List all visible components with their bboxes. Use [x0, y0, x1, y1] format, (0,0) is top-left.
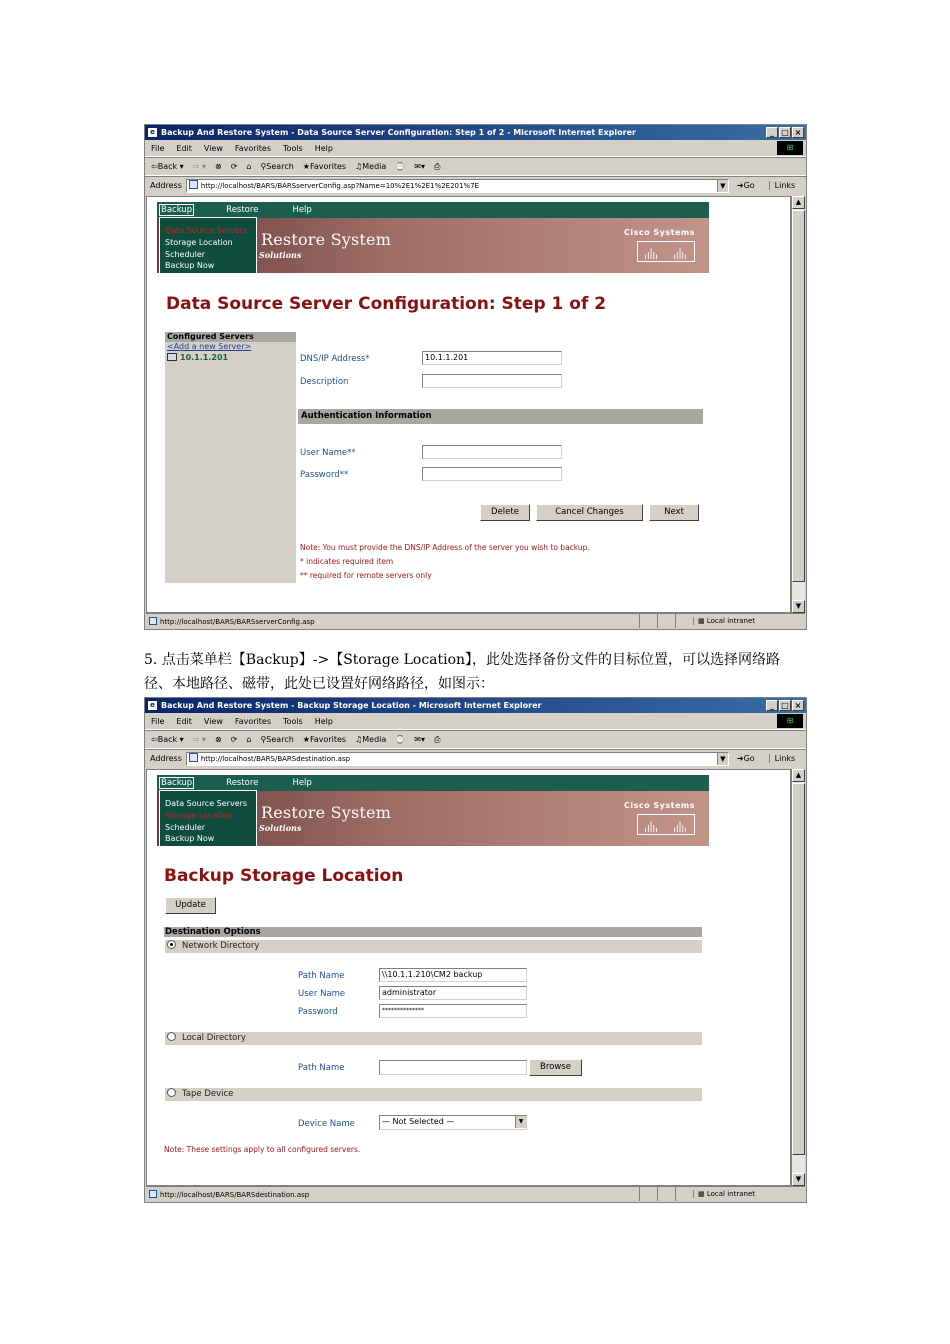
- status-cell: [675, 1187, 693, 1201]
- local-directory-option[interactable]: [165, 1032, 702, 1045]
- title-bar: [145, 698, 806, 713]
- address-url: http://localhost/BARS/BARSserverConfig.asp?Name=10%2E1%2E1%2E201%7E: [200, 181, 479, 190]
- menu-favorites[interactable]: Favorites: [234, 143, 272, 153]
- scroll-thumb[interactable]: [792, 783, 805, 1155]
- page-title: Backup Storage Location: [164, 866, 404, 886]
- security-zone: [693, 617, 805, 625]
- description-input[interactable]: [422, 374, 562, 388]
- minimize-button[interactable]: _: [766, 700, 778, 711]
- go-button[interactable]: [737, 181, 755, 190]
- cisco-logo: Cisco Systems: [624, 801, 695, 810]
- scroll-up-icon[interactable]: ▲: [792, 196, 805, 209]
- password-label: Password**: [300, 470, 349, 480]
- add-server-link-row: [165, 342, 296, 352]
- device-name-value: — Not Selected —: [382, 1117, 455, 1126]
- status-cell: [657, 1187, 675, 1201]
- menu-item-storage-location[interactable]: Storage Location: [165, 237, 233, 247]
- menu-help[interactable]: Help: [314, 716, 333, 726]
- forward-button[interactable]: ⇨ ▾: [192, 735, 206, 744]
- media-icon: ♫: [355, 735, 363, 744]
- site-banner: [157, 202, 709, 273]
- menu-item-data-source-servers[interactable]: Data Source Servers: [165, 799, 248, 808]
- browser-window-storage-location: [144, 697, 807, 1203]
- links-button[interactable]: Links: [769, 181, 796, 190]
- menu-file[interactable]: File: [151, 143, 165, 153]
- intranet-icon: ▦: [698, 617, 707, 625]
- status-cell: [675, 614, 693, 628]
- radio-unselected-icon[interactable]: [167, 1032, 176, 1041]
- media-button[interactable]: [355, 162, 386, 171]
- local-path-input[interactable]: [379, 1060, 527, 1075]
- backup-dropdown-menu: [159, 217, 257, 274]
- favorites-button[interactable]: [303, 162, 346, 171]
- dns-label: DNS/IP Address*: [300, 354, 370, 364]
- go-label: Go: [743, 181, 755, 190]
- configured-servers-header: Configured Servers: [165, 332, 296, 342]
- network-username-label: User Name: [298, 989, 346, 999]
- menu-view[interactable]: View: [203, 716, 223, 726]
- intranet-icon: ▦: [698, 1190, 707, 1198]
- status-url: http://localhost/BARS/BARSserverConfig.asp: [160, 617, 315, 626]
- browse-button[interactable]: Browse: [529, 1059, 582, 1076]
- username-label: User Name**: [300, 448, 356, 458]
- status-url: http://localhost/BARS/BARSdestination.asp: [160, 1190, 310, 1199]
- windows-logo-icon: ⊞: [777, 714, 803, 728]
- nav-help[interactable]: Help: [292, 205, 312, 215]
- status-text: [146, 617, 639, 626]
- chevron-down-icon[interactable]: ▼: [717, 753, 728, 765]
- links-button[interactable]: Links: [769, 754, 796, 763]
- scroll-thumb[interactable]: [792, 210, 805, 582]
- refresh-icon[interactable]: ⟳: [230, 735, 238, 744]
- status-cells: [639, 614, 693, 628]
- menu-edit[interactable]: Edit: [176, 143, 192, 153]
- close-button[interactable]: ×: [792, 127, 804, 138]
- window-controls: [766, 127, 804, 138]
- device-name-label: Device Name: [298, 1119, 355, 1129]
- menu-item-backup-now[interactable]: Backup Now: [165, 834, 215, 844]
- page-content: [146, 196, 791, 613]
- maximize-button[interactable]: □: [779, 127, 791, 138]
- search-label: Search: [266, 735, 294, 744]
- browser-window-server-config: [144, 124, 807, 630]
- menu-tools[interactable]: Tools: [283, 143, 303, 153]
- menu-tools[interactable]: Tools: [283, 716, 303, 726]
- address-input[interactable]: [186, 179, 729, 193]
- mail-icon[interactable]: ✉▾: [414, 162, 425, 171]
- auth-section-header: Authentication Information: [298, 409, 703, 424]
- site-nav: [157, 775, 709, 791]
- toolbar: [145, 157, 806, 176]
- search-label: Search: [266, 162, 294, 171]
- search-icon: ⚲: [260, 162, 267, 171]
- favorites-label: Favorites: [309, 735, 347, 744]
- instruction-paragraph: 5. 点击菜单栏【Backup】->【Storage Location】，此处选择备份文件的目标位置，可以选择网络路径、本地路径、磁带，此处已设置好网络路径，如图示：: [144, 652, 781, 692]
- server-icon: [167, 353, 177, 361]
- favorites-label: Favorites: [309, 162, 347, 171]
- go-label: Go: [743, 754, 755, 763]
- status-bar: [146, 1186, 805, 1201]
- status-bar: [146, 613, 805, 628]
- network-directory-label: Network Directory: [182, 941, 260, 951]
- local-directory-label: Local Directory: [182, 1033, 246, 1043]
- cisco-bars-icon: [637, 814, 695, 835]
- scroll-up-icon[interactable]: ▲: [792, 769, 805, 782]
- site-banner: [157, 775, 709, 846]
- add-server-link[interactable]: <Add a new Server>: [167, 342, 252, 351]
- settings-note: Note: These settings apply to all configured servers.: [164, 1145, 361, 1154]
- search-button[interactable]: [260, 735, 293, 744]
- history-icon[interactable]: ⌚: [395, 162, 406, 171]
- page-title: Data Source Server Configuration: Step 1 of 2: [166, 294, 607, 314]
- print-icon[interactable]: ⎙: [433, 734, 441, 744]
- nav-restore[interactable]: Restore: [226, 778, 259, 788]
- go-arrow-icon: ➜: [736, 754, 744, 763]
- ie-icon: e: [148, 128, 157, 137]
- back-button[interactable]: ⇦Back ▾: [151, 735, 184, 744]
- menu-item-storage-location[interactable]: Storage Location: [165, 810, 233, 820]
- status-cell: [657, 614, 675, 628]
- scroll-down-icon[interactable]: ▼: [792, 600, 805, 613]
- address-input[interactable]: [186, 752, 729, 766]
- dns-input[interactable]: 10.1.1.201: [422, 351, 562, 365]
- note-required-item: * indicates required item: [300, 557, 394, 566]
- media-icon: ♫: [355, 162, 363, 171]
- network-directory-option[interactable]: [165, 940, 702, 953]
- tape-device-option[interactable]: [165, 1088, 702, 1101]
- menu-view[interactable]: View: [203, 143, 223, 153]
- nav-help[interactable]: Help: [292, 778, 312, 788]
- chevron-down-icon[interactable]: ▼: [717, 180, 728, 192]
- windows-logo-icon: ⊞: [777, 141, 803, 155]
- nav-backup[interactable]: Backup: [161, 205, 193, 215]
- window-title: Backup And Restore System - Backup Storage Location - Microsoft Internet Explorer: [161, 701, 542, 710]
- menu-bar: [145, 713, 806, 730]
- print-icon[interactable]: ⎙: [433, 161, 441, 171]
- vertical-scrollbar[interactable]: [791, 769, 805, 1186]
- page-icon: [189, 180, 198, 189]
- star-icon: ★: [302, 162, 310, 171]
- home-icon[interactable]: ⌂: [246, 162, 252, 171]
- ie-icon: e: [148, 701, 157, 710]
- note-remote-servers: ** required for remote servers only: [300, 571, 432, 580]
- menu-edit[interactable]: Edit: [176, 716, 192, 726]
- menu-help[interactable]: Help: [314, 143, 333, 153]
- vertical-scrollbar[interactable]: [791, 196, 805, 613]
- search-button[interactable]: [260, 162, 293, 171]
- nav-backup[interactable]: Backup: [161, 778, 193, 788]
- address-bar: [145, 176, 806, 194]
- status-cell: [639, 614, 657, 628]
- status-cells: [639, 1187, 693, 1201]
- cancel-changes-button[interactable]: Cancel Changes: [536, 504, 643, 521]
- menu-file[interactable]: File: [151, 716, 165, 726]
- tape-device-label: Tape Device: [182, 1089, 234, 1099]
- security-zone: [693, 1190, 805, 1198]
- home-icon[interactable]: ⌂: [246, 735, 252, 744]
- menu-item-backup-now[interactable]: Backup Now: [165, 261, 215, 271]
- configured-servers-panel: [165, 332, 296, 583]
- destination-options-header: Destination Options: [164, 927, 702, 937]
- history-icon[interactable]: ⌚: [395, 735, 406, 744]
- page-icon: [189, 753, 198, 762]
- update-button[interactable]: Update: [165, 897, 216, 914]
- cisco-bars-icon: [637, 241, 695, 262]
- close-button[interactable]: ×: [792, 700, 804, 711]
- stop-icon[interactable]: ⊗: [214, 162, 222, 171]
- minimize-button[interactable]: _: [766, 127, 778, 138]
- network-username-input[interactable]: administrator: [379, 986, 527, 1000]
- zone-label: Local intranet: [706, 617, 755, 625]
- page-content: [146, 769, 791, 1186]
- network-password-label: Password: [298, 1007, 338, 1017]
- menu-item-data-source-servers[interactable]: Data Source Servers: [165, 226, 248, 235]
- mail-icon[interactable]: ✉▾: [414, 735, 425, 744]
- server-name: 10.1.1.201: [180, 353, 229, 362]
- favorites-button[interactable]: [303, 735, 346, 744]
- address-url: http://localhost/BARS/BARSdestination.asp: [200, 754, 351, 763]
- zone-label: Local intranet: [706, 1190, 755, 1198]
- go-arrow-icon: ➜: [736, 181, 744, 190]
- address-bar: [145, 749, 806, 767]
- maximize-button[interactable]: □: [779, 700, 791, 711]
- network-path-label: Path Name: [298, 971, 345, 981]
- page-icon: [149, 1190, 157, 1198]
- banner-title: Restore System: [261, 230, 392, 249]
- menu-bar: [145, 140, 806, 157]
- status-text: [146, 1190, 639, 1199]
- banner-subtitle: Solutions: [259, 250, 302, 260]
- chevron-down-icon[interactable]: ▼: [515, 1116, 526, 1128]
- media-label: Media: [362, 735, 387, 744]
- backup-dropdown-menu: [159, 790, 257, 847]
- media-button[interactable]: [355, 735, 386, 744]
- note-required-dns: Note: You must provide the DNS/IP Address of the server you wish to backup.: [300, 543, 590, 552]
- address-label: Address: [150, 754, 182, 763]
- radio-unselected-icon[interactable]: [167, 1088, 176, 1097]
- stop-icon[interactable]: ⊗: [214, 735, 222, 744]
- refresh-icon[interactable]: ⟳: [230, 162, 238, 171]
- search-icon: ⚲: [260, 735, 267, 744]
- status-cell: [639, 1187, 657, 1201]
- media-label: Media: [362, 162, 387, 171]
- window-title: Backup And Restore System - Data Source Server Configuration: Step 1 of 2 - Microsoft Internet Explorer: [161, 128, 636, 137]
- address-label: Address: [150, 181, 182, 190]
- title-bar: [145, 125, 806, 140]
- device-name-select[interactable]: [379, 1115, 527, 1130]
- page-icon: [149, 617, 157, 625]
- back-button[interactable]: ⇦Back ▾: [151, 162, 184, 171]
- forward-button[interactable]: ⇨ ▾: [192, 162, 206, 171]
- banner-subtitle: Solutions: [259, 823, 302, 833]
- network-path-input[interactable]: \\10.1.1.210\CM2 backup: [379, 968, 527, 982]
- delete-button[interactable]: Delete: [480, 504, 530, 521]
- radio-selected-icon[interactable]: [167, 940, 176, 949]
- server-list-item[interactable]: [165, 352, 296, 363]
- menu-item-scheduler[interactable]: Scheduler: [165, 249, 206, 259]
- banner-title: Restore System: [261, 803, 392, 822]
- description-label: Description: [300, 377, 349, 387]
- site-nav: [157, 202, 709, 218]
- window-controls: [766, 700, 804, 711]
- nav-restore[interactable]: Restore: [226, 205, 259, 215]
- scroll-down-icon[interactable]: ▼: [792, 1173, 805, 1186]
- local-path-label: Path Name: [298, 1063, 345, 1073]
- password-input[interactable]: [422, 467, 562, 481]
- cisco-logo: Cisco Systems: [624, 228, 695, 237]
- go-button[interactable]: [737, 754, 755, 763]
- network-password-input[interactable]: **************: [379, 1004, 527, 1018]
- star-icon: ★: [302, 735, 310, 744]
- toolbar: [145, 730, 806, 749]
- username-input[interactable]: [422, 445, 562, 459]
- next-button[interactable]: Next: [649, 504, 699, 521]
- menu-item-scheduler[interactable]: Scheduler: [165, 822, 206, 832]
- menu-favorites[interactable]: Favorites: [234, 716, 272, 726]
